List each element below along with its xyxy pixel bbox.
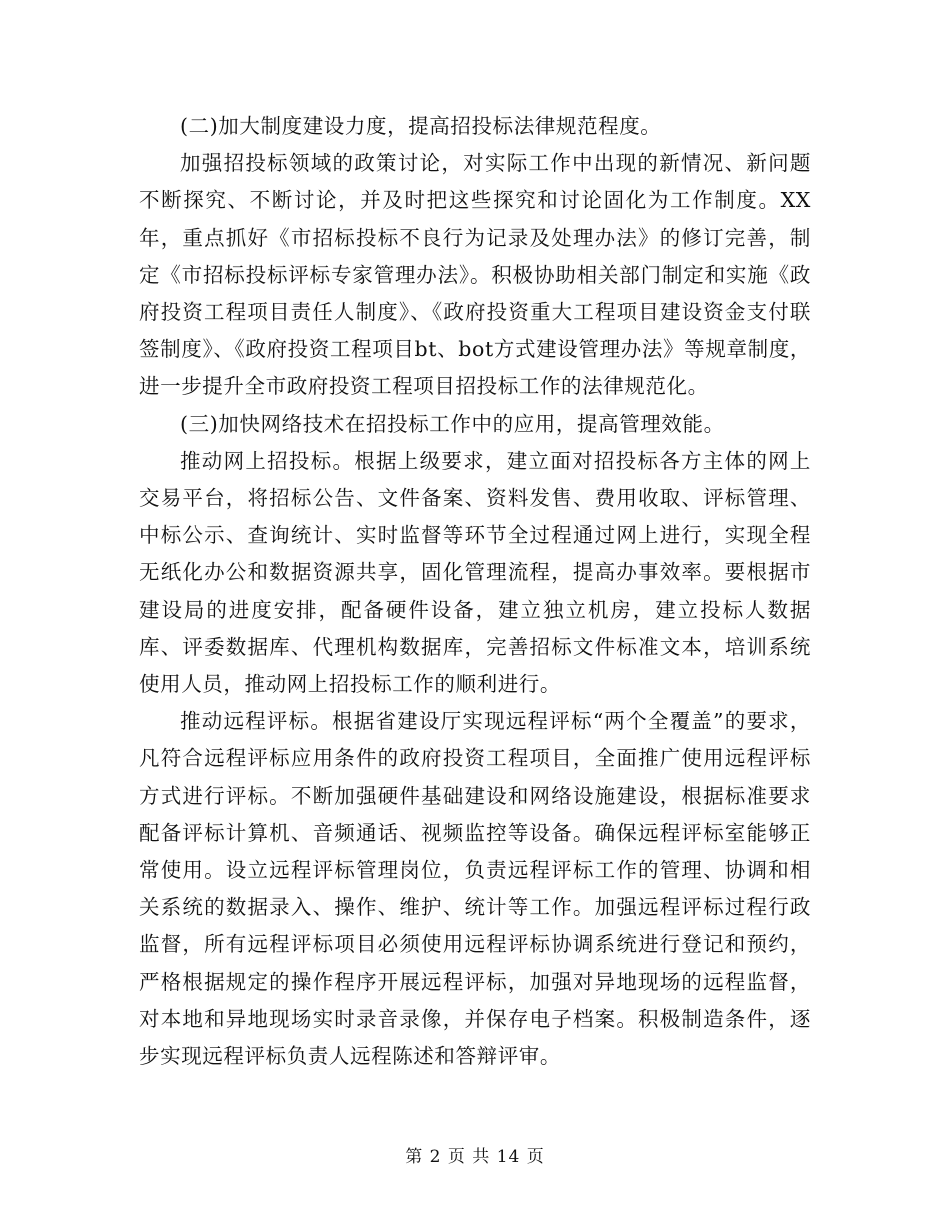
section-heading-3: (三)加快网络技术在招投标工作中的应用，提高管理效能。: [180, 411, 725, 436]
paragraph-remote-evaluation: 推动远程评标。根据省建设厅实现远程评标“两个全覆盖”的要求，凡符合远程评标应用条件的政府投资工程项目，全面推广使用远程评标方式进行评标。不断加强硬件基础建设和网络设施建设，根据标准要求配备评标计算机、音频通话、视频监控等设备。确保远程评标室能够正常使用。设立远程评标管理岗位，负责远程评标工作的管理、协调和相关系统的数据录入、操作、维护、统计等工作。加强远程评标过程行政监督，所有远程评标项目必须使用远程评标协调系统进行登记和预约，严格根据规定的操作程序开展远程评标，加强对异地现场的远程监督，对本地和异地现场实时录音录像，并保存电子档案。积极制造条件，逐步实现远程评标负责人远程陈述和答辩评审。: [139, 709, 811, 1069]
paragraph-policy: 加强招投标领域的政策讨论，对实际工作中出现的新情况、新问题不断探究、不断讨论，并及时把这些探究和讨论固化为工作制度。XX年，重点抓好《市招标投标不良行为记录及处理办法》的修订完善，制定《市招标投标评标专家管理办法》。积极协助相关部门制定和实施《政府投资工程项目责任人制度》、《政府投资重大工程项目建设资金支付联签制度》、《政府投资工程项目bt、bot方式建设管理办法》等规章制度，进一步提升全市政府投资工程项目招投标工作的法律规范化。: [139, 151, 811, 399]
document-body: [139, 108, 811, 1075]
paragraph-online-bidding: 推动网上招投标。根据上级要求，建立面对招投标各方主体的网上交易平台，将招标公告、文件备案、资料发售、费用收取、评标管理、中标公示、查询统计、实时监督等环节全过程通过网上进行，实现全程无纸化办公和数据资源共享，固化管理流程，提高办事效率。要根据市建设局的进度安排，配备硬件设备，建立独立机房，建立投标人数据库、评委数据库、代理机构数据库，完善招标文件标准文本，培训系统使用人员，推动网上招投标工作的顺利进行。: [139, 448, 811, 697]
page-footer: 第 2 页 共 14 页: [405, 1147, 545, 1167]
section-heading-2: (二)加大制度建设力度，提高招投标法律规范程度。: [180, 114, 662, 138]
